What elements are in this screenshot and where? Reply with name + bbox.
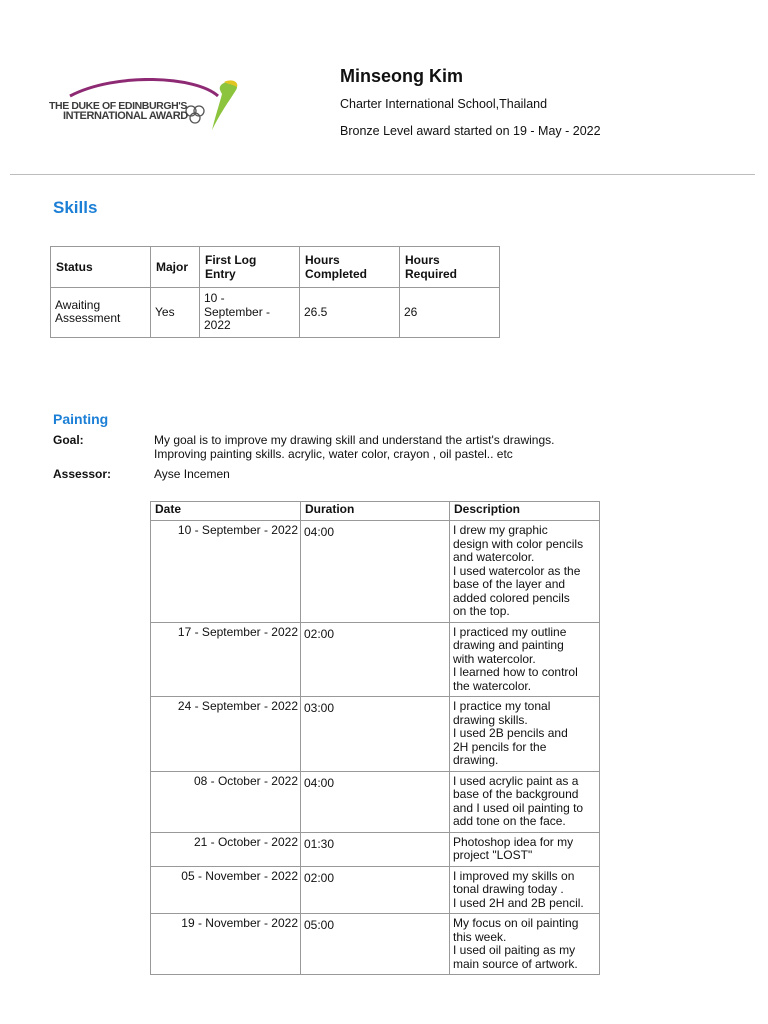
activity-title: Painting <box>53 411 109 427</box>
goal-text: My goal is to improve my drawing skill and understand the artist's drawings. Improving painting skills. acrylic, water color, crayon , oil pastel.. etc <box>154 433 555 461</box>
log-date: 19 - November - 2022 <box>151 914 301 975</box>
log-description-line: I used oil paiting as my <box>453 943 576 957</box>
log-duration: 04:00 <box>301 521 450 623</box>
hours-completed-cell: 26.5 <box>300 288 400 338</box>
hours-required-cell: 26 <box>400 288 500 338</box>
log-description-line: drawing skills. <box>453 712 528 727</box>
log-date: 10 - September - 2022 <box>151 521 301 623</box>
log-description-line: I practice my tonal <box>453 699 551 713</box>
log-description <box>450 521 600 623</box>
log-duration: 03:00 <box>301 697 450 772</box>
log-description-line: and watercolor. <box>453 550 535 564</box>
log-description-line: I used 2H and 2B pencil. <box>453 895 584 910</box>
status-cell: Awaiting Assessment <box>51 288 151 338</box>
log-description-line: and I used oil painting to <box>453 800 584 815</box>
log-description-line: base of the layer and <box>453 577 566 591</box>
log-header-row <box>151 502 600 521</box>
log-description-line: tonal drawing today . <box>453 882 564 896</box>
logo-wordmark <box>49 101 188 121</box>
log-rows <box>151 521 600 975</box>
log-description-line: project "LOST" <box>453 848 533 862</box>
log-description-line: main source of artwork. <box>453 956 578 971</box>
goal-label: Goal: <box>53 433 84 447</box>
log-description-line: on the top. <box>453 604 510 618</box>
duration-header: Duration <box>301 502 450 521</box>
log-description-line: I used acrylic paint as a <box>453 773 579 788</box>
section-summary-table <box>50 246 500 338</box>
log-date: 24 - September - 2022 <box>151 697 301 772</box>
section-title: Skills <box>53 198 98 217</box>
log-description-line: this week. <box>453 929 507 944</box>
major-header: Major <box>151 247 200 288</box>
log-duration: 01:30 <box>301 832 450 866</box>
status-header: Status <box>51 247 151 288</box>
log-duration: 05:00 <box>301 914 450 975</box>
summary-header-row <box>51 247 500 288</box>
log-row <box>151 622 600 697</box>
log-description-line: I learned how to control <box>453 665 578 679</box>
log-row <box>151 697 600 772</box>
first-log-cell: 10 - September - 2022 <box>200 288 300 338</box>
summary-row <box>51 288 500 338</box>
school-name: Charter International School,Thailand <box>340 97 548 111</box>
log-description <box>450 866 600 914</box>
assessor-label: Assessor: <box>53 467 112 481</box>
log-description-line: Photoshop idea for my <box>453 834 574 849</box>
log-date: 21 - October - 2022 <box>151 832 301 866</box>
log-row <box>151 914 600 975</box>
log-description <box>450 914 600 975</box>
log-description-line: I used 2B pencils and <box>453 726 568 740</box>
participant-name: Minseong Kim <box>340 66 464 86</box>
log-description-line: I practiced my outline <box>453 624 567 639</box>
log-description-line: I drew my graphic <box>453 523 548 537</box>
log-date: 17 - September - 2022 <box>151 622 301 697</box>
log-description <box>450 622 600 697</box>
log-row <box>151 521 600 623</box>
header-divider <box>10 174 755 175</box>
hours-required-header: Hours Required <box>400 247 500 288</box>
assessor-name: Ayse Incemen <box>154 467 230 481</box>
hours-completed-header: Hours Completed <box>300 247 400 288</box>
log-row <box>151 832 600 866</box>
log-description-line: added colored pencils <box>453 590 570 605</box>
log-date: 05 - November - 2022 <box>151 866 301 914</box>
log-description-line: the watercolor. <box>453 678 532 693</box>
log-date: 08 - October - 2022 <box>151 771 301 832</box>
activity-log-table <box>150 501 600 975</box>
log-description <box>450 697 600 772</box>
log-description-line: I improved my skills on <box>453 868 575 883</box>
first-log-header: First Log Entry <box>200 247 300 288</box>
log-description-line: drawing and painting <box>453 638 564 652</box>
log-description-line: 2H pencils for the <box>453 739 547 754</box>
log-description-line: base of the background <box>453 787 579 801</box>
logo-line-2: INTERNATIONAL AWARD <box>63 110 188 122</box>
log-description <box>450 832 600 866</box>
log-row <box>151 771 600 832</box>
log-description-line: drawing. <box>453 753 499 767</box>
date-header: Date <box>151 502 301 521</box>
award-level-line: Bronze Level award started on 19 - May - 2022 <box>340 124 601 138</box>
log-description-line: I used watercolor as the <box>453 563 581 578</box>
log-description-line: My focus on oil painting <box>453 916 579 930</box>
log-description-line: with watercolor. <box>453 651 536 666</box>
log-duration: 04:00 <box>301 771 450 832</box>
logo-line-1: THE DUKE OF EDINBURGH'S <box>49 100 187 112</box>
log-duration: 02:00 <box>301 866 450 914</box>
award-logo <box>46 78 242 134</box>
log-row <box>151 866 600 914</box>
description-header: Description <box>450 502 600 521</box>
major-cell: Yes <box>151 288 200 338</box>
log-description-line: design with color pencils <box>453 536 584 551</box>
log-description-line: add tone on the face. <box>453 814 566 828</box>
log-duration: 02:00 <box>301 622 450 697</box>
log-description <box>450 771 600 832</box>
